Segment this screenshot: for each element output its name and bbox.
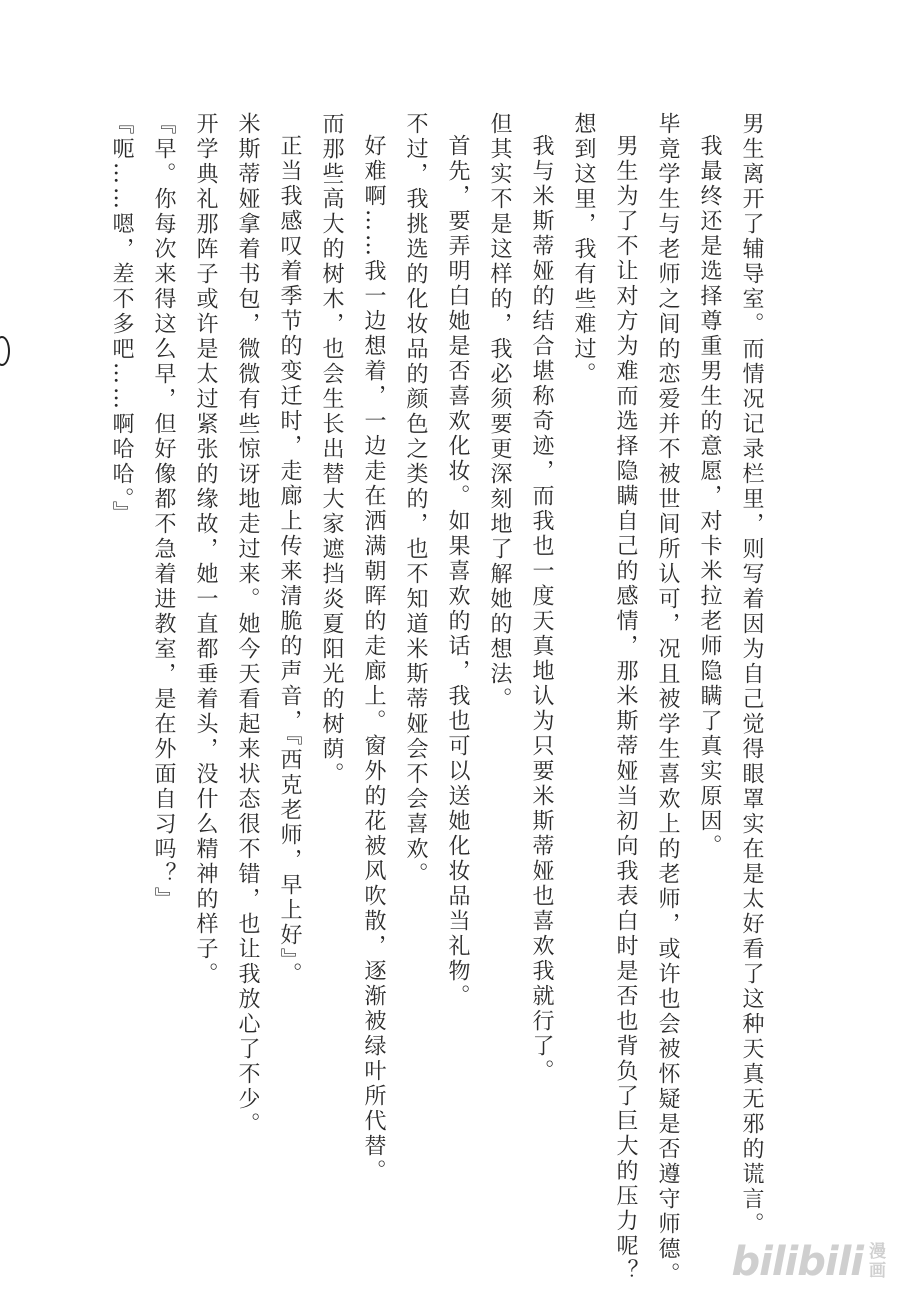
paragraph-7: 但其实不是这样的，我必须要更深刻地了解她的想法。 — [487, 112, 512, 712]
vertical-text-block — [100, 112, 772, 1287]
page-edge-mark — [0, 336, 10, 366]
paragraph-12: 正当我感叹着季节的变迁时，走廊上传来清脆的声音，『西克老师，早上好』。 — [277, 134, 302, 987]
paragraph-8: 首先，要弄明白她是否喜欢化妆。如果喜欢的话，我也可以送她化妆品当礼物。 — [445, 134, 470, 1009]
paragraph-10: 好难啊……我一边想着，一边走在洒满朝晖的走廊上。窗外的花被风吹散，逐渐被绿叶所代替。 — [361, 134, 386, 1184]
paragraph-14: 开学典礼那阵子或许是太过紧张的缘故，她一直都垂着头，没什么精神的样子。 — [193, 112, 218, 987]
watermark-sub-line1: 漫 — [869, 1242, 886, 1262]
paragraph-3: 毕竟学生与老师之间的恋爱并不被世间所认可，况且被学生喜欢上的老师，或许也会被怀疑是否遵守师德。 — [655, 112, 680, 1287]
paragraph-5: 想到这里，我有些难过。 — [571, 112, 596, 387]
watermark-subtitle — [869, 1243, 886, 1281]
paragraph-1: 男生离开了辅导室。而情况记录栏里，则写着因为自己觉得眼罩实在是太好看了这种天真无邪的谎言。 — [739, 112, 764, 1237]
paragraph-4: 男生为了不让对方为难而选择隐瞒自己的感情，那米斯蒂娅当初向我表白时是否也背负了巨大的压力呢？ — [613, 134, 638, 1284]
paragraph-15: 『早。你每次来得这么早，但好像都不急着进教室，是在外面自习吗？』 — [151, 112, 176, 912]
paragraph-6: 我与米斯蒂娅的结合堪称奇迹，而我也一度天真地认为只要米斯蒂娅也喜欢我就行了。 — [529, 134, 554, 1084]
paragraph-16: 『呃……嗯，差不多吧……啊哈哈。』 — [109, 112, 134, 526]
watermark-sub-line2: 画 — [869, 1261, 886, 1281]
paragraph-2: 我最终还是选择尊重男生的意愿，对卡米拉老师隐瞒了真实原因。 — [697, 134, 722, 859]
paragraph-11: 而那些高大的树木，也会生长出替大家遮挡炎夏阳光的树荫。 — [319, 112, 344, 787]
paragraph-13: 米斯蒂娅拿着书包，微微有些惊讶地走过来。她今天看起来状态很不错，也让我放心了不少。 — [235, 112, 260, 1137]
watermark-logo: bilibili — [731, 1239, 863, 1285]
paragraph-9: 不过，我挑选的化妆品的颜色之类的，也不知道米斯蒂娅会不会喜欢。 — [403, 112, 428, 887]
bilibili-manga-watermark — [731, 1239, 886, 1285]
